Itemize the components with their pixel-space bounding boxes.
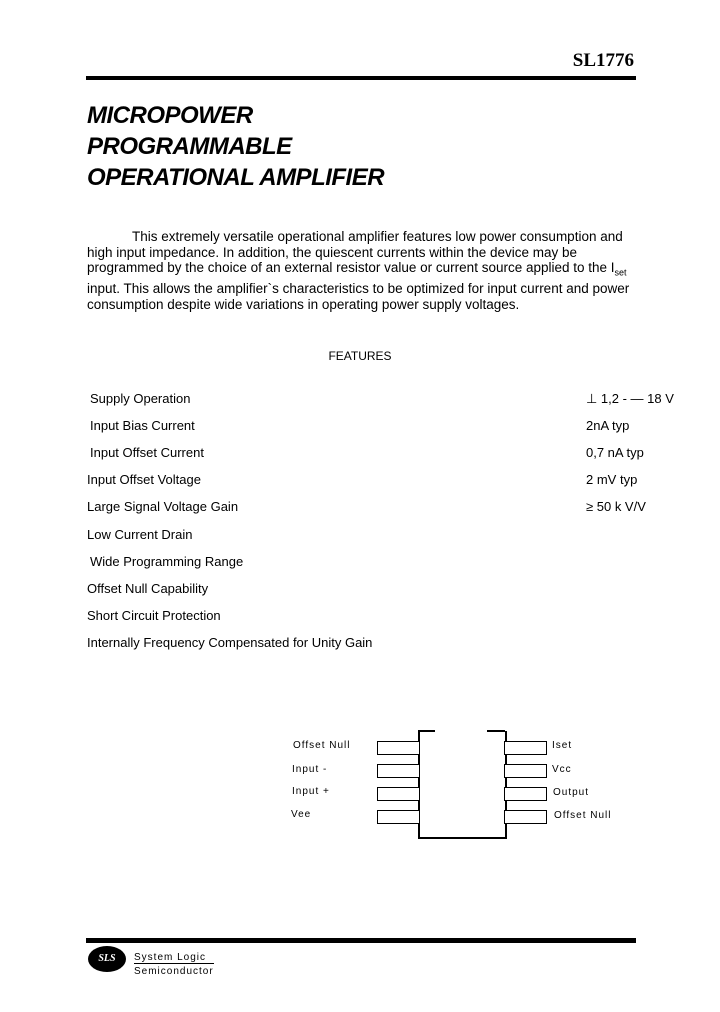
feature-item: Low Current Drain xyxy=(87,527,193,542)
feature-value: 2nA typ xyxy=(586,418,630,433)
pin-label-offset-null-left: Offset Null xyxy=(293,740,351,751)
pin-left-2 xyxy=(377,764,420,778)
pin-label-iset: Iset xyxy=(552,740,573,751)
pin-right-7 xyxy=(504,764,547,778)
header-rule xyxy=(86,76,636,80)
features-heading: FEATURES xyxy=(328,349,392,363)
company-name-line-1: System Logic xyxy=(134,952,214,964)
part-number: SL1776 xyxy=(572,50,634,71)
feature-item: Wide Programming Range xyxy=(90,554,244,569)
feature-value: ≥ 50 k V/V xyxy=(586,499,646,514)
feature-value: 2 mV typ xyxy=(586,472,638,487)
pin-label-input-minus: Input - xyxy=(292,764,328,775)
pin-left-3 xyxy=(377,787,420,801)
feature-item: Supply Operation xyxy=(90,391,191,406)
description-paragraph xyxy=(87,229,632,312)
pin-label-input-plus: Input + xyxy=(292,786,330,797)
company-logo: SLS xyxy=(88,946,126,972)
description-text-1: This extremely versatile operational amplifier features low power consumption and high input impedance. In addition, the quiescent currents within the device may be programmed by the choice of an external resistor value or current source applied to the I xyxy=(87,229,623,275)
feature-item: Input Bias Current xyxy=(90,418,195,433)
pin-right-8 xyxy=(504,741,547,755)
footer-rule xyxy=(86,938,636,943)
feature-item: Internally Frequency Compensated for Unity Gain xyxy=(87,635,373,650)
feature-item: Large Signal Voltage Gain xyxy=(87,499,239,514)
description-subscript: set xyxy=(614,267,627,278)
feature-value: ⊥ 1,2 - — 18 V xyxy=(586,391,674,406)
title-line-3: OPERATIONAL AMPLIFIER xyxy=(87,164,385,191)
feature-value: 0,7 nA typ xyxy=(586,445,644,460)
pin-left-4 xyxy=(377,810,420,824)
pin-label-vcc: Vcc xyxy=(552,764,572,775)
feature-item: Input Offset Current xyxy=(90,445,204,460)
pin-left-1 xyxy=(377,741,420,755)
pin-label-offset-null-right: Offset Null xyxy=(554,810,612,821)
pin-right-5 xyxy=(504,810,547,824)
feature-item: Short Circuit Protection xyxy=(87,608,221,623)
chip-body xyxy=(418,731,507,839)
company-name-line-2: Semiconductor xyxy=(134,966,214,977)
pin-label-output: Output xyxy=(553,787,590,798)
title-line-1: MICROPOWER xyxy=(87,102,253,129)
description-text-2: input. This allows the amplifier`s characteristics to be optimized for input current and power consumption despite wide variations in operating power supply voltages. xyxy=(87,281,630,312)
pin-label-vee: Vee xyxy=(291,809,312,820)
feature-item: Offset Null Capability xyxy=(87,581,209,596)
pin-right-6 xyxy=(504,787,547,801)
title-line-2: PROGRAMMABLE xyxy=(87,133,292,160)
feature-item: Input Offset Voltage xyxy=(87,472,201,487)
chip-top-edge-left xyxy=(418,730,435,732)
chip-top-edge-right xyxy=(487,730,505,732)
